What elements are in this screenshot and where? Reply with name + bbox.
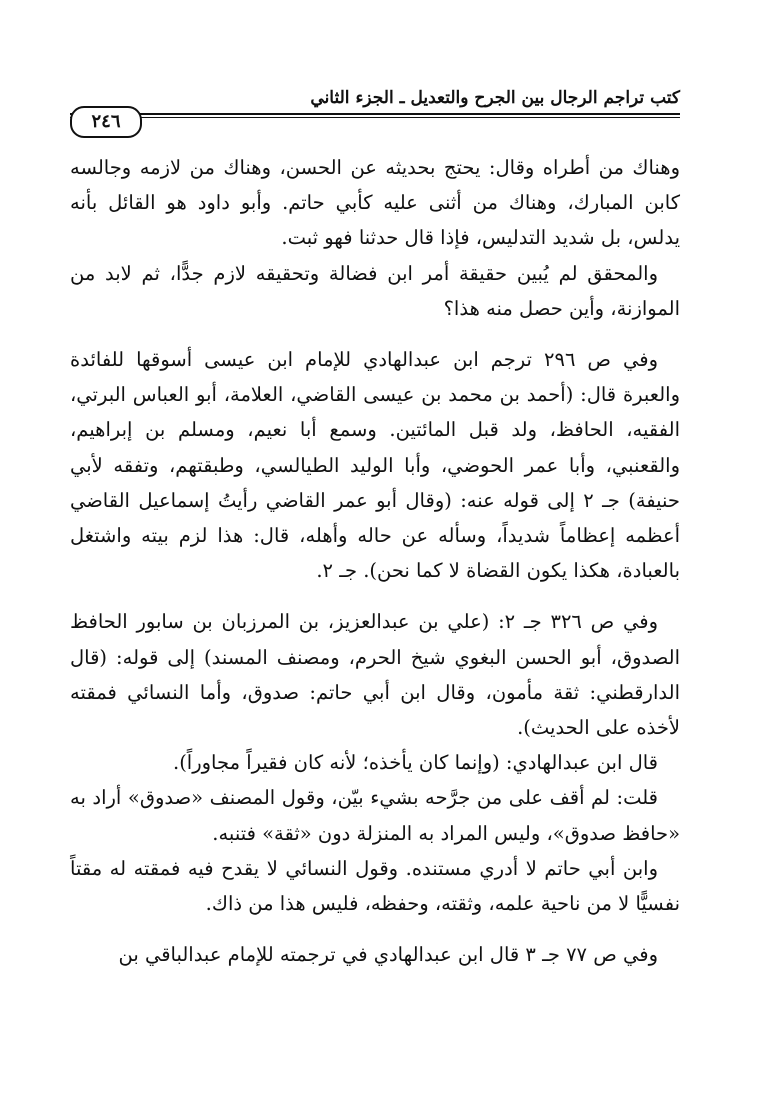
paragraph: وفي ص ٢٩٦ ترجم ابن عبدالهادي للإمام ابن عيسى أسوقها للفائدة والعبرة قال: (أحمد بن محمد بن عيسى القاضي، العلامة، أبو العباس البرتي، الفقيه، الحافظ، ولد قبل المائتين. وسمع أبا نعيم، ومسلم بن إبراهيم، والقعنبي، وأبا عمر الحوضي، وأبا الوليد الطيالسي، وطبقتهم، وتفقه لأبي حنيفة) جـ ٢ إلى قوله عنه: (وقال أبو عمر القاضي رأيتُ إسماعيل القاضي أعظمه إعظاماً شديداً، وسأله عن حاله وأهله، قال: هذا لزم بيته واشتغل بالعبادة، هكذا يكون القضاة لا كما نحن). جـ ٢.: [70, 348, 680, 583]
paragraph: وفي ص ٧٧ جـ ٣ قال ابن عبدالهادي في ترجمته للإمام عبدالباقي بن: [118, 943, 658, 967]
paragraph: قلت: لم أقف على من جرَّحه بشيء بيّن، وقول المصنف «صدوق» أراد به «حافظ صدوق»، وليس المراد به المنزلة دون «ثقة» فتنبه.: [70, 786, 680, 845]
page-header: [70, 86, 680, 142]
paragraph: قال ابن عبدالهادي: (وإنما كان يأخذه؛ لأنه كان فقيراً مجاوراً).: [173, 751, 658, 775]
paragraph: وهناك من أطراه وقال: يحتج بحديثه عن الحسن، وهناك من لازمه وجالسه كابن المبارك، وهناك من أثنى عليه كأبي حاتم. وأبو داود هو القائل بأنه يدلس، بل شديد التدليس، فإذا قال حدثنا فهو ثبت.: [70, 156, 680, 250]
paragraph: والمحقق لم يُبين حقيقة أمر ابن فضالة وتحقيقه لازم جدًّا، ثم لابد من الموازنة، وأين حصل منه هذا؟: [70, 261, 680, 320]
paragraph: وفي ص ٣٢٦ جـ ٢: (علي بن عبدالعزيز، بن المرزبان بن سابور الحافظ الصدوق، أبو الحسن البغوي شيخ الحرم، ومصنف المسند) إلى قوله: (قال الدارقطني: ثقة مأمون، وقال ابن أبي حاتم: صدوق، وأما النسائي فمقته لأخذه على الحديث).: [70, 610, 680, 740]
header-rule: [70, 113, 680, 118]
page-body: [70, 150, 680, 972]
page-number: ٢٤٦: [70, 106, 142, 138]
paragraph: وابن أبي حاتم لا أدري مستنده. وقول النسائي لا يقدح فيه فمقته له مقتاً نفسيًّا لا من ناحية علمه، وثقته، وحفظه، فليس هذا من ذاك.: [70, 856, 680, 916]
running-title: كتب تراجم الرجال بين الجرح والتعديل ـ الجزء الثاني: [310, 88, 680, 108]
